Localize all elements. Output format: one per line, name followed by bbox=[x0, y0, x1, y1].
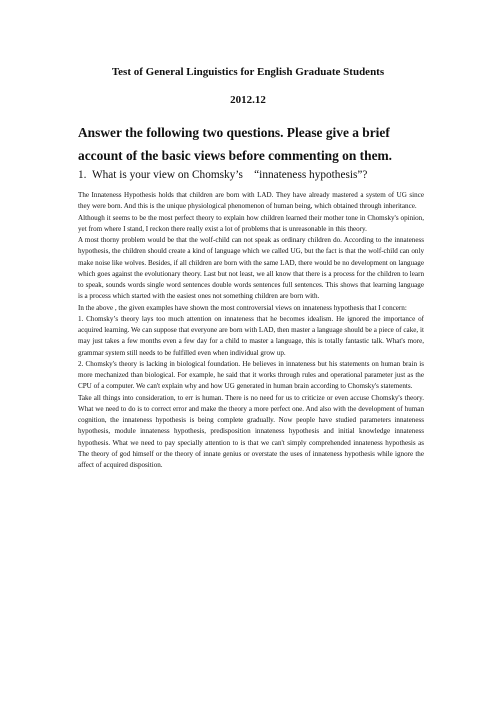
question-heading bbox=[78, 169, 367, 181]
document-date: 2012.12 bbox=[230, 94, 266, 106]
answer-body bbox=[78, 190, 424, 471]
paragraph: 2. Chomsky's theory is lacking in biological foundation. He believes in innateness but his statements on human brain is more mechanized than biological. For example, he said that it works through rules and operational parameter just as the CPU of a computer. We can't explain why and how UG generated in human brain according to Chomsky's statements. bbox=[78, 359, 424, 391]
paragraph: A most thorny problem would be that the wolf-child can not speak as ordinary children do. According to the innateness hypothesis, the children should create a kind of language which we called UG, but the fact is that the wolf-child can only make noise like wolves. Besides, if all children are born with the same LAD, there would be no development on language which goes against the evolutionary theory. Last but not least, we all know that there is a process for the children to learn to speak, sounds words single word sentences double words sentences full sentences. This shows that learning language is a process which started with the easiest ones not something children are born with. bbox=[78, 236, 424, 301]
instructions: Answer the following two questions. Please give a brief account of the basic views before commenting on them. bbox=[78, 125, 393, 163]
question-number: 1. bbox=[78, 169, 87, 181]
paragraph: In the above , the given examples have shown the most controversial views on innateness hypothesis that I concern: bbox=[78, 303, 407, 312]
document-title: Test of General Linguistics for English Graduate Students bbox=[111, 66, 385, 78]
paragraph: The Innateness Hypothesis holds that children are born with LAD. They have already mastered a system of UG since they were born. And this is the unique physiological phenomenon of human being, which obtained through inheritance. bbox=[78, 191, 424, 211]
paragraph: 1. Chomsky’s theory lays too much attention on innateness that he becomes idealism. He ignored the importance of acquired learning. We can suppose that everyone are born with LAD, then master a language should be a piece of cake, it may just takes a few months even a few day for a child to master a language, this is totally fantastic talk. What's more, grammar system still needs to be fulfilled even when individual grow up. bbox=[78, 314, 424, 357]
question-text: What is your view on Chomsky’s “innateness hypothesis”? bbox=[91, 169, 368, 181]
paragraph: Take all things into consideration, to err is human. There is no need for us to criticize or even accuse Chomsky's theory. What we need to do is to correct error and make the theory a more perfect one. And also with the development of human cognition, the innateness hypothesis is being complete gradually. Now people have studied parameters innateness hypothesis, module innateness hypothesis, predisposition innateness hypothesis and initial knowledge innateness hypothesis. What we need to pay specially attention to is that we can't simply comprehended innateness hypothesis as The theory of god himself or the theory of innate genius or overstate the uses of innateness hypothesis while ignore the affect of acquired disposition. bbox=[78, 393, 424, 469]
paragraph: Although it seems to be the most perfect theory to explain how children learned their mother tone in Chomsky's opinion, yet from where I stand, I reckon there really exist a lot of problems that is unreasonable in this theory. bbox=[78, 213, 424, 233]
